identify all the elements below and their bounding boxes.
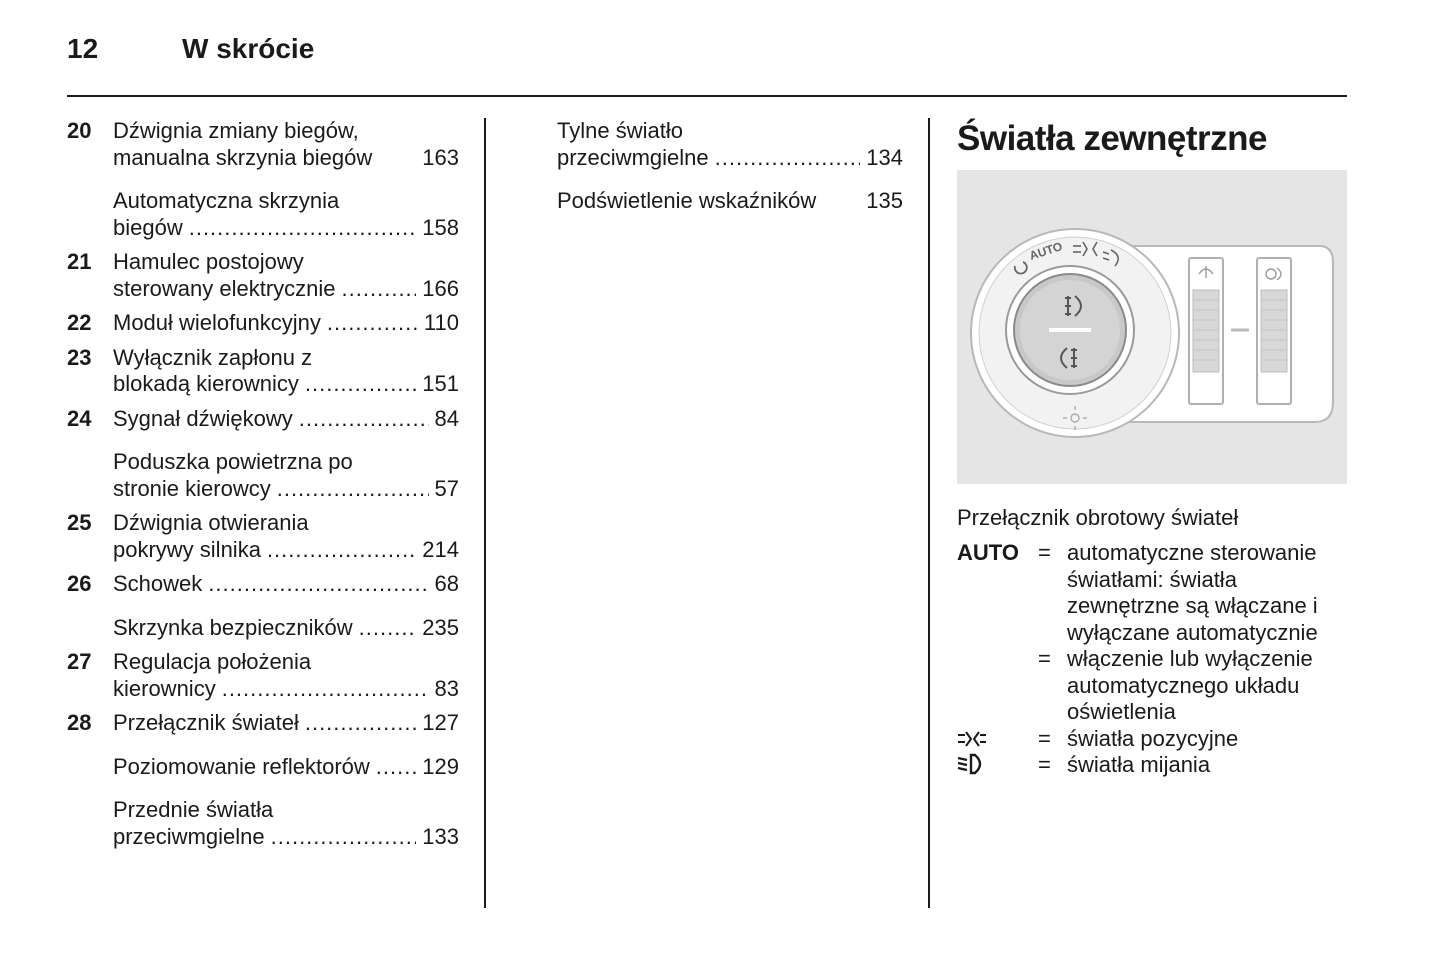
entry-gap (67, 641, 459, 649)
legend-equals: = (1038, 752, 1051, 777)
entry-gap (67, 563, 459, 571)
entry-text: stronie kierowcy (113, 475, 271, 501)
page-number: 12 (67, 33, 99, 64)
dot-leader (327, 310, 418, 337)
index-entry (67, 797, 459, 850)
entry-text: Dźwignia otwierania (113, 510, 309, 535)
entry-gap (67, 398, 459, 406)
dot-leader (277, 476, 429, 503)
index-entry (67, 118, 459, 171)
entry-text: manualna skrzynia biegów (113, 144, 373, 170)
auto-label: AUTO (1027, 239, 1065, 263)
dot-leader (208, 571, 428, 598)
column-divider-1 (484, 118, 486, 908)
entry-page: 84 (434, 405, 459, 431)
light-legend (957, 540, 1347, 779)
entry-page: 214 (422, 536, 459, 562)
index-entry (67, 571, 459, 598)
index-entry (67, 249, 459, 302)
index-entry (67, 449, 459, 502)
index-entry (67, 754, 459, 781)
entry-gap (67, 737, 459, 754)
index-column-2 (557, 118, 903, 215)
index-entry (67, 406, 459, 433)
entry-text: przeciwmgielne (113, 823, 265, 849)
index-entry (67, 510, 459, 563)
entry-gap (67, 241, 459, 249)
entry-text: Podświetlenie wskaźników (557, 188, 817, 213)
dot-leader (189, 215, 417, 242)
entry-text: kierownicy (113, 675, 216, 701)
entry-page: 83 (434, 675, 459, 701)
index-entry (67, 310, 459, 337)
entry-gap (67, 432, 459, 449)
index-entry (67, 710, 459, 737)
dot-leader (715, 145, 861, 172)
index-entry (557, 118, 903, 171)
entry-text: Schowek (113, 571, 203, 596)
entry-text: Regulacja położenia (113, 649, 312, 674)
entry-text: przeciwmgielne (557, 144, 709, 170)
entry-number: 20 (67, 118, 92, 143)
entry-page: 134 (866, 144, 903, 170)
legend-equals: = (1038, 540, 1051, 565)
legend-row (957, 752, 1347, 779)
legend-description: światła mijania (1067, 752, 1211, 777)
legend-description: automatyczne sterowanie światłami: światła zewnętrzne są włączane i wyłączane automatycznie (1067, 540, 1318, 645)
entry-number: 23 (67, 344, 92, 370)
index-entry (67, 615, 459, 642)
entry-text: Hamulec postojowy (113, 249, 304, 274)
legend-row (957, 540, 1347, 646)
entry-page: 129 (422, 753, 459, 779)
legend-equals: = (1038, 725, 1051, 751)
entry-gap (67, 502, 459, 510)
index-entry (67, 649, 459, 702)
entry-text: pokrywy silnika (113, 536, 261, 562)
entry-gap (67, 598, 459, 615)
entry-number: 27 (67, 649, 92, 674)
entry-number: 28 (67, 710, 92, 735)
entry-gap (67, 702, 459, 710)
figure-caption: Przełącznik obrotowy świateł (957, 505, 1239, 530)
legend-equals: = (1038, 646, 1051, 671)
entry-page: 135 (866, 188, 903, 213)
entry-text: Poziomowanie reflektorów (113, 753, 370, 779)
light-switch-figure (957, 170, 1347, 484)
entry-gap (67, 337, 459, 345)
entry-text: biegów (113, 214, 183, 240)
entry-number: 25 (67, 510, 92, 535)
index-entry (67, 188, 459, 241)
entry-gap (67, 302, 459, 310)
index-column-1 (67, 118, 459, 850)
legend-description: włączenie lub wyłączenie automatycznego układu oświetlenia (1067, 646, 1313, 724)
dot-leader (359, 615, 417, 642)
entry-page: 127 (422, 710, 459, 735)
dot-leader (299, 406, 429, 433)
dot-leader (376, 754, 417, 781)
entry-gap (557, 171, 903, 188)
entry-page: 133 (422, 823, 459, 849)
dot-leader (305, 710, 416, 737)
entry-number: 22 (67, 310, 92, 335)
entry-text: blokadą kierownicy (113, 371, 299, 396)
parking-lights-icon (957, 726, 987, 753)
entry-page: 110 (423, 310, 459, 335)
dot-leader (342, 276, 417, 303)
entry-number: 24 (67, 405, 92, 431)
entry-gap (67, 780, 459, 797)
section-title: W skrócie (182, 33, 315, 64)
dot-leader (271, 824, 417, 851)
entry-number: 26 (67, 571, 92, 596)
entry-text: Wyłącznik zapłonu z (113, 344, 313, 370)
legend-row (957, 726, 1347, 753)
entry-text: Moduł wielofunkcyjny (113, 310, 321, 335)
dot-leader (267, 537, 416, 564)
entry-text: Tylne światło (557, 118, 683, 143)
entry-text: Automatyczna skrzynia (113, 188, 340, 213)
entry-page: 68 (434, 571, 459, 596)
legend-row (957, 646, 1347, 726)
index-entry (67, 345, 459, 398)
entry-page: 57 (434, 475, 459, 501)
legend-key: AUTO (957, 540, 1019, 565)
entry-text: Przednie światła (113, 797, 274, 822)
entry-text: Skrzynka bezpieczników (113, 614, 353, 640)
entry-page: 166 (422, 275, 459, 301)
entry-text: Przełącznik świateł (113, 710, 299, 735)
entry-text: Sygnał dźwiękowy (113, 405, 293, 431)
low-beam-icon (957, 752, 987, 779)
entry-page: 163 (422, 144, 459, 170)
entry-page: 151 (422, 371, 459, 396)
entry-text: Dźwignia zmiany biegów, (113, 118, 359, 143)
entry-page: 158 (422, 214, 459, 240)
entry-text: Poduszka powietrzna po (113, 449, 353, 474)
exterior-lights-title: Światła zewnętrzne (957, 119, 1267, 158)
column-divider-2 (928, 118, 930, 908)
index-entry (557, 188, 903, 215)
entry-text: sterowany elektrycznie (113, 275, 336, 301)
entry-page: 235 (422, 614, 459, 640)
legend-description: światła pozycyjne (1067, 725, 1239, 751)
entry-gap (67, 171, 459, 188)
dot-leader (305, 371, 416, 398)
exterior-lights-section (957, 118, 1347, 159)
header-rule (67, 95, 1347, 97)
dot-leader (222, 676, 429, 703)
entry-number: 21 (67, 249, 92, 274)
